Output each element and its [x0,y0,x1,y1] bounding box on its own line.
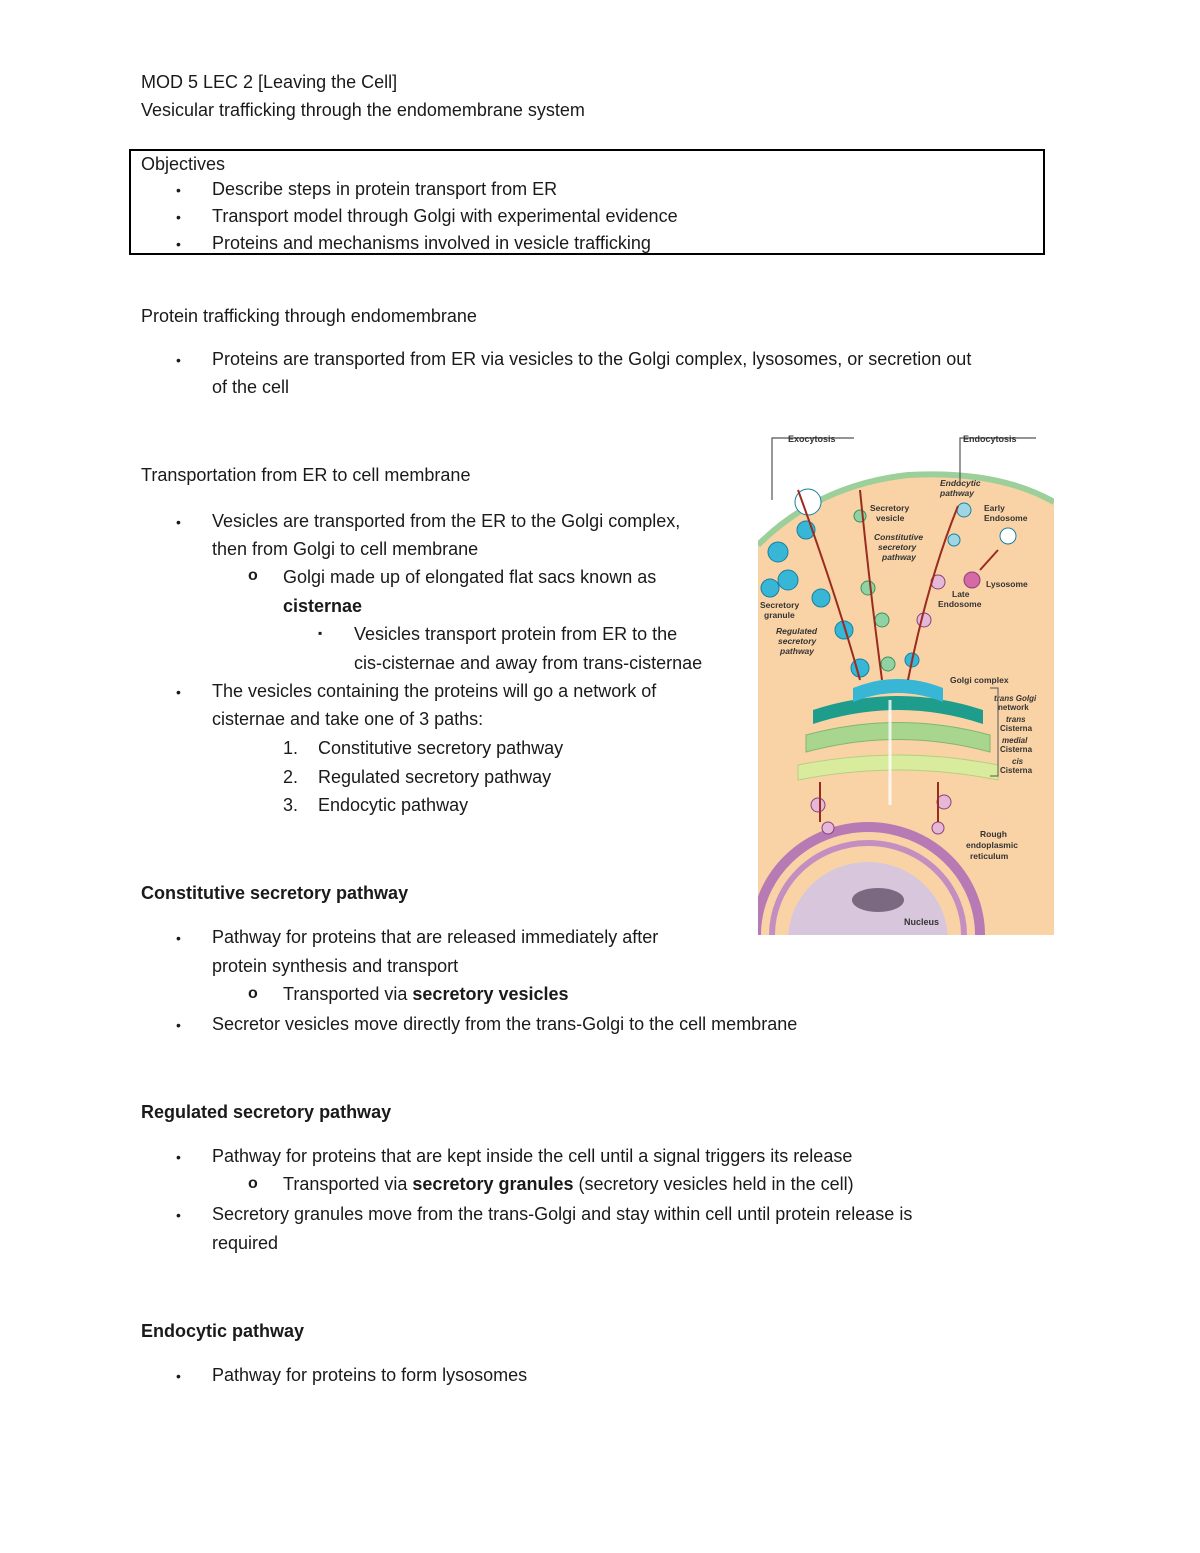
sub-bullet-marker: o [248,1175,258,1192]
objective-item: Proteins and mechanisms involved in vesicle trafficking [212,233,651,253]
secretory-vesicle-label: Secretory vesicle [870,503,910,523]
secretory-vesicles-term: secretory vesicles [412,984,569,1004]
objectives-heading: Objectives [141,154,226,174]
section-heading-endocytic: Endocytic pathway [141,1321,305,1341]
bullet-marker: • [176,236,181,252]
nucleus-label: Nucleus [904,917,940,927]
regulated-pathway-label: Regulated secretory pathway [776,626,818,656]
endomembrane-diagram [758,430,1054,935]
medial-cisterna-label: medial Cisterna [1000,736,1033,754]
trans-golgi-network-label: trans Golgi network [994,694,1037,712]
cisternae-term: cisternae [283,596,363,616]
cis-cisterna-label: cis Cisterna [1000,757,1033,775]
transport-bullet2-line2: cisternae and take one of 3 paths: [212,709,484,729]
golgi-complex-label: Golgi complex [950,675,1009,685]
transport-sub-line1: Golgi made up of elongated flat sacs known as [283,567,657,587]
bullet-marker: • [176,352,181,368]
section-heading-protein-trafficking: Protein trafficking through endomembrane [141,306,477,326]
transport-bullet2-line1: The vesicles containing the proteins will go a network of [212,681,657,701]
path-label: Constitutive secretory pathway [318,738,564,758]
regulated-bullet1: Pathway for proteins that are kept inside the cell until a signal triggers its release [212,1146,853,1166]
lysosome-label: Lysosome [986,579,1028,589]
bullet-marker: • [176,182,181,198]
path-label: Endocytic pathway [318,795,469,815]
constitutive-bullet2: Secretor vesicles move directly from the trans-Golgi to the cell membrane [212,1014,798,1034]
objective-item: Transport model through Golgi with experimental evidence [212,206,678,226]
bullet-marker: • [176,1017,181,1033]
endocytic-pathway-label: Endocytic pathway [940,478,981,498]
secretory-granules-term: secretory granules [412,1174,574,1194]
constitutive-bullet1-line2: protein synthesis and transport [212,956,459,976]
bullet-marker: • [176,1207,181,1223]
bullet-marker: • [176,209,181,225]
transport-subsub-line1: Vesicles transport protein from ER to the [354,624,678,644]
constitutive-sub [283,984,569,1005]
endocytosis-label: Endocytosis [963,434,1017,444]
path-number: 2. [283,767,299,787]
constitutive-pathway-label: Constitutive secretory pathway [874,532,924,562]
subsub-bullet-marker: ▪ [318,626,323,640]
transport-subsub-line2: cis-cisternae and away from trans-cisternae [354,653,703,673]
secretory-granule-label: Secretory granule [760,600,800,620]
early-endosome-label: Early Endosome [984,503,1028,523]
regulated-sub-prefix: Transported via [283,1174,413,1194]
path-label: Regulated secretory pathway [318,767,552,787]
bullet-marker: • [176,1368,181,1384]
section-heading-regulated: Regulated secretory pathway [141,1102,392,1122]
sub-bullet-marker: o [248,567,258,584]
document-subtitle: Vesicular trafficking through the endomembrane system [141,100,585,120]
regulated-sub [283,1174,854,1195]
trans-cisterna-label: trans Cisterna [1000,715,1033,733]
constitutive-sub-prefix: Transported via [283,984,413,1004]
document-title: MOD 5 LEC 2 [Leaving the Cell] [141,72,398,92]
protein-trafficking-bullet-line2: of the cell [212,377,290,397]
regulated-sub-suffix: (secretory vesicles held in the cell) [573,1174,854,1194]
nucleolus [852,888,904,912]
bullet-marker: • [176,684,181,700]
regulated-bullet2-line2: required [212,1233,279,1253]
objective-item: Describe steps in protein transport from ER [212,179,558,199]
constitutive-bullet1-line1: Pathway for proteins that are released immediately after [212,927,659,947]
exocytosis-label: Exocytosis [788,434,836,444]
protein-trafficking-bullet-line1: Proteins are transported from ER via vesicles to the Golgi complex, lysosomes, or secretion out [212,349,972,369]
bullet-marker: • [176,930,181,946]
transport-bullet1-line1: Vesicles are transported from the ER to the Golgi complex, [212,511,681,531]
bullet-marker: • [176,1149,181,1165]
rough-er-label: Rough endoplasmic reticulum [966,829,1018,861]
regulated-bullet2-line1: Secretory granules move from the trans-Golgi and stay within cell until protein release is [212,1204,913,1224]
section-heading-constitutive: Constitutive secretory pathway [141,883,409,903]
path-number: 1. [283,738,299,758]
sub-bullet-marker: o [248,985,258,1002]
endocytic-bullet1: Pathway for proteins to form lysosomes [212,1365,528,1385]
bullet-marker: • [176,514,181,530]
section-heading-transportation: Transportation from ER to cell membrane [141,465,471,485]
late-endosome-label: Late Endosome [938,589,982,609]
transport-bullet1-line2: then from Golgi to cell membrane [212,539,479,559]
path-number: 3. [283,795,299,815]
